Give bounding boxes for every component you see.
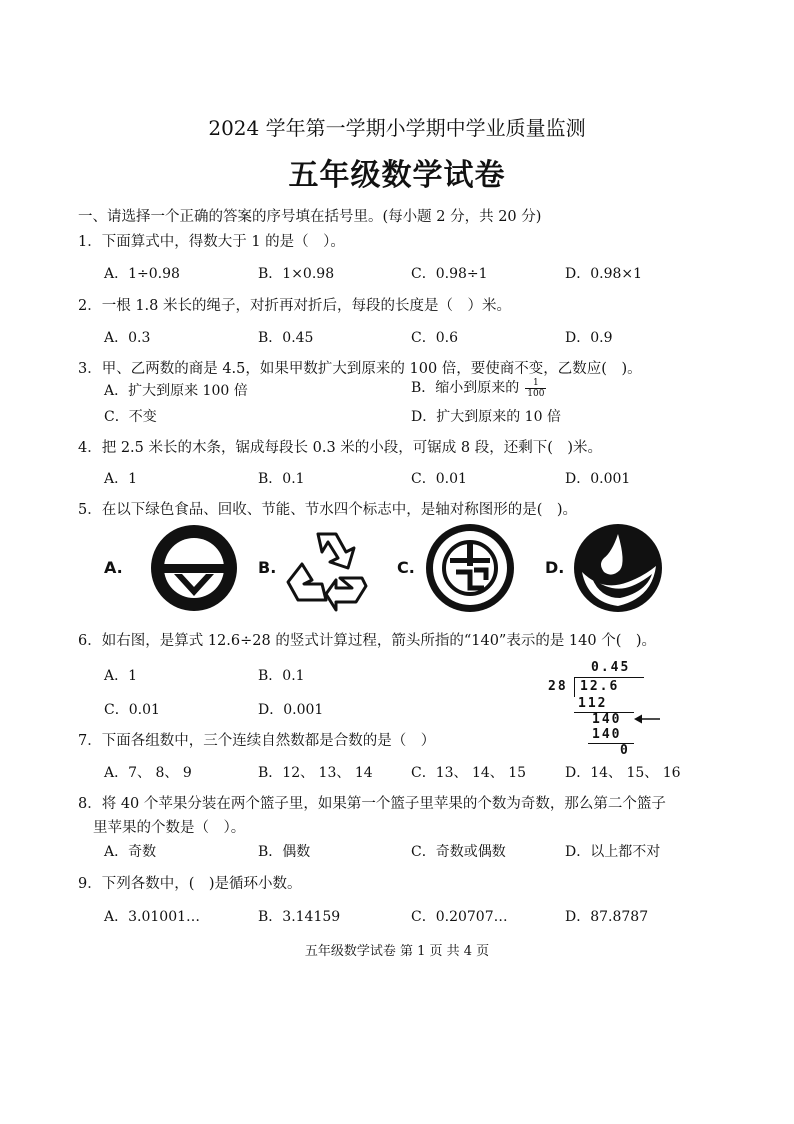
q9-option-c: C．0.20707… [411,909,508,925]
q3-option-a: A．扩大到原来 100 倍 [104,383,248,399]
q5-option-a: A. [104,558,123,577]
q9-option-a: A．3.01001… [104,909,201,925]
q2-option-b: B．0.45 [258,330,314,346]
q4-option-a: A．1 [104,471,138,487]
question-2-stem: 2．一根 1.8 米长的绳子，对折再对折后，每段的长度是（ ）米。 [78,298,512,314]
division-dividend: 12.6 [580,679,620,694]
q1-option-c: C．0.98÷1 [411,266,488,282]
q8-option-b: B．偶数 [258,844,311,860]
q3-option-d: D．扩大到原来的 10 倍 [411,409,561,425]
q7-option-c: C．13、 14、 15 [411,765,527,781]
energy-saving-logo-icon [424,522,516,614]
q6-option-a: A．1 [104,668,138,684]
q3-option-c: C．不变 [104,409,157,425]
q2-option-a: A．0.3 [104,330,151,346]
q7-option-a: A．7、 8、 9 [104,765,192,781]
section-heading: 一、请选择一个正确的答案的序号填在括号里。(每小题 2 分，共 20 分) [78,209,542,225]
question-5-stem: 5．在以下绿色食品、回收、节能、节水四个标志中，是轴对称图形的是( )。 [78,502,578,518]
division-bracket [574,677,575,697]
q7-option-d: D．14、 15、 16 [565,765,681,781]
exam-title: 2024 学年第一学期小学期中学业质量监测 [208,116,586,140]
q5-option-c: C. [397,558,415,577]
division-bar [574,677,644,678]
q3-option-b [411,377,546,399]
question-4-stem: 4．把 2.5 米长的木条，锯成每段长 0.3 米的小段，可锯成 8 段，还剩下( )米。 [78,440,603,456]
page-footer: 五年级数学试卷 第 1 页 共 4 页 [304,944,490,959]
question-3-stem: 3．甲、乙两数的商是 4.5，如果甲数扩大到原来的 100 倍，要使商不变，乙数应( )。 [78,361,642,377]
q1-option-b: B．1×0.98 [258,266,335,282]
q9-option-d: D．87.8787 [565,909,649,925]
q6-option-c: C．0.01 [104,702,160,718]
q8-option-c: C．奇数或偶数 [411,844,506,860]
question-1-stem: 1．下面算式中，得数大于 1 的是（ ）。 [78,234,345,250]
q6-option-d: D．0.001 [258,702,324,718]
water-saving-logo-icon [572,522,664,614]
question-7-stem: 7．下面各组数中，三个连续自然数都是合数的是（ ） [78,733,436,749]
fraction-numerator: 1 [525,378,546,389]
division-step-2: 140 [592,712,622,727]
q8-option-a: A．奇数 [104,844,157,860]
q4-option-d: D．0.001 [565,471,631,487]
question-6-stem: 6．如右图，是算式 12.6÷28 的竖式计算过程，箭头所指的“140”表示的是 140 个( )。 [78,633,657,649]
q2-option-d: D．0.9 [565,330,613,346]
question-9-stem: 9．下列各数中，( )是循环小数。 [78,876,302,892]
q7-option-b: B．12、 13、 14 [258,765,373,781]
question-8-stem: 8．将 40 个苹果分装在两个篮子里，如果第一个篮子里苹果的个数为奇数，那么第二个篮子 [78,796,666,812]
division-divisor: 28 [548,679,568,694]
question-8-stem-continued: 里苹果的个数是（ ）。 [93,820,246,836]
fraction-denominator: 100 [527,388,545,399]
exam-subtitle: 五年级数学试卷 [288,158,506,193]
q1-option-a: A．1÷0.98 [104,266,180,282]
q4-option-c: C．0.01 [411,471,467,487]
division-step-3: 140 [592,727,622,742]
division-remainder: 0 [620,743,630,758]
q3-option-b-text: B．缩小到原来的 [411,380,520,396]
green-food-logo-icon [150,524,238,612]
q4-option-b: B．0.1 [258,471,305,487]
q6-option-b: B．0.1 [258,668,305,684]
q8-option-d: D．以上都不对 [565,844,661,860]
arrow-left-icon [632,713,662,725]
q5-option-b: B. [258,558,277,577]
q9-option-b: B．3.14159 [258,909,341,925]
division-step-1: 112 [578,696,608,711]
q1-option-d: D．0.98×1 [565,266,643,282]
fraction-one-hundredth [525,378,546,399]
q2-option-c: C．0.6 [411,330,458,346]
q5-option-d: D. [545,558,565,577]
recycle-logo-icon [282,524,372,612]
division-quotient: 0.45 [591,660,631,675]
